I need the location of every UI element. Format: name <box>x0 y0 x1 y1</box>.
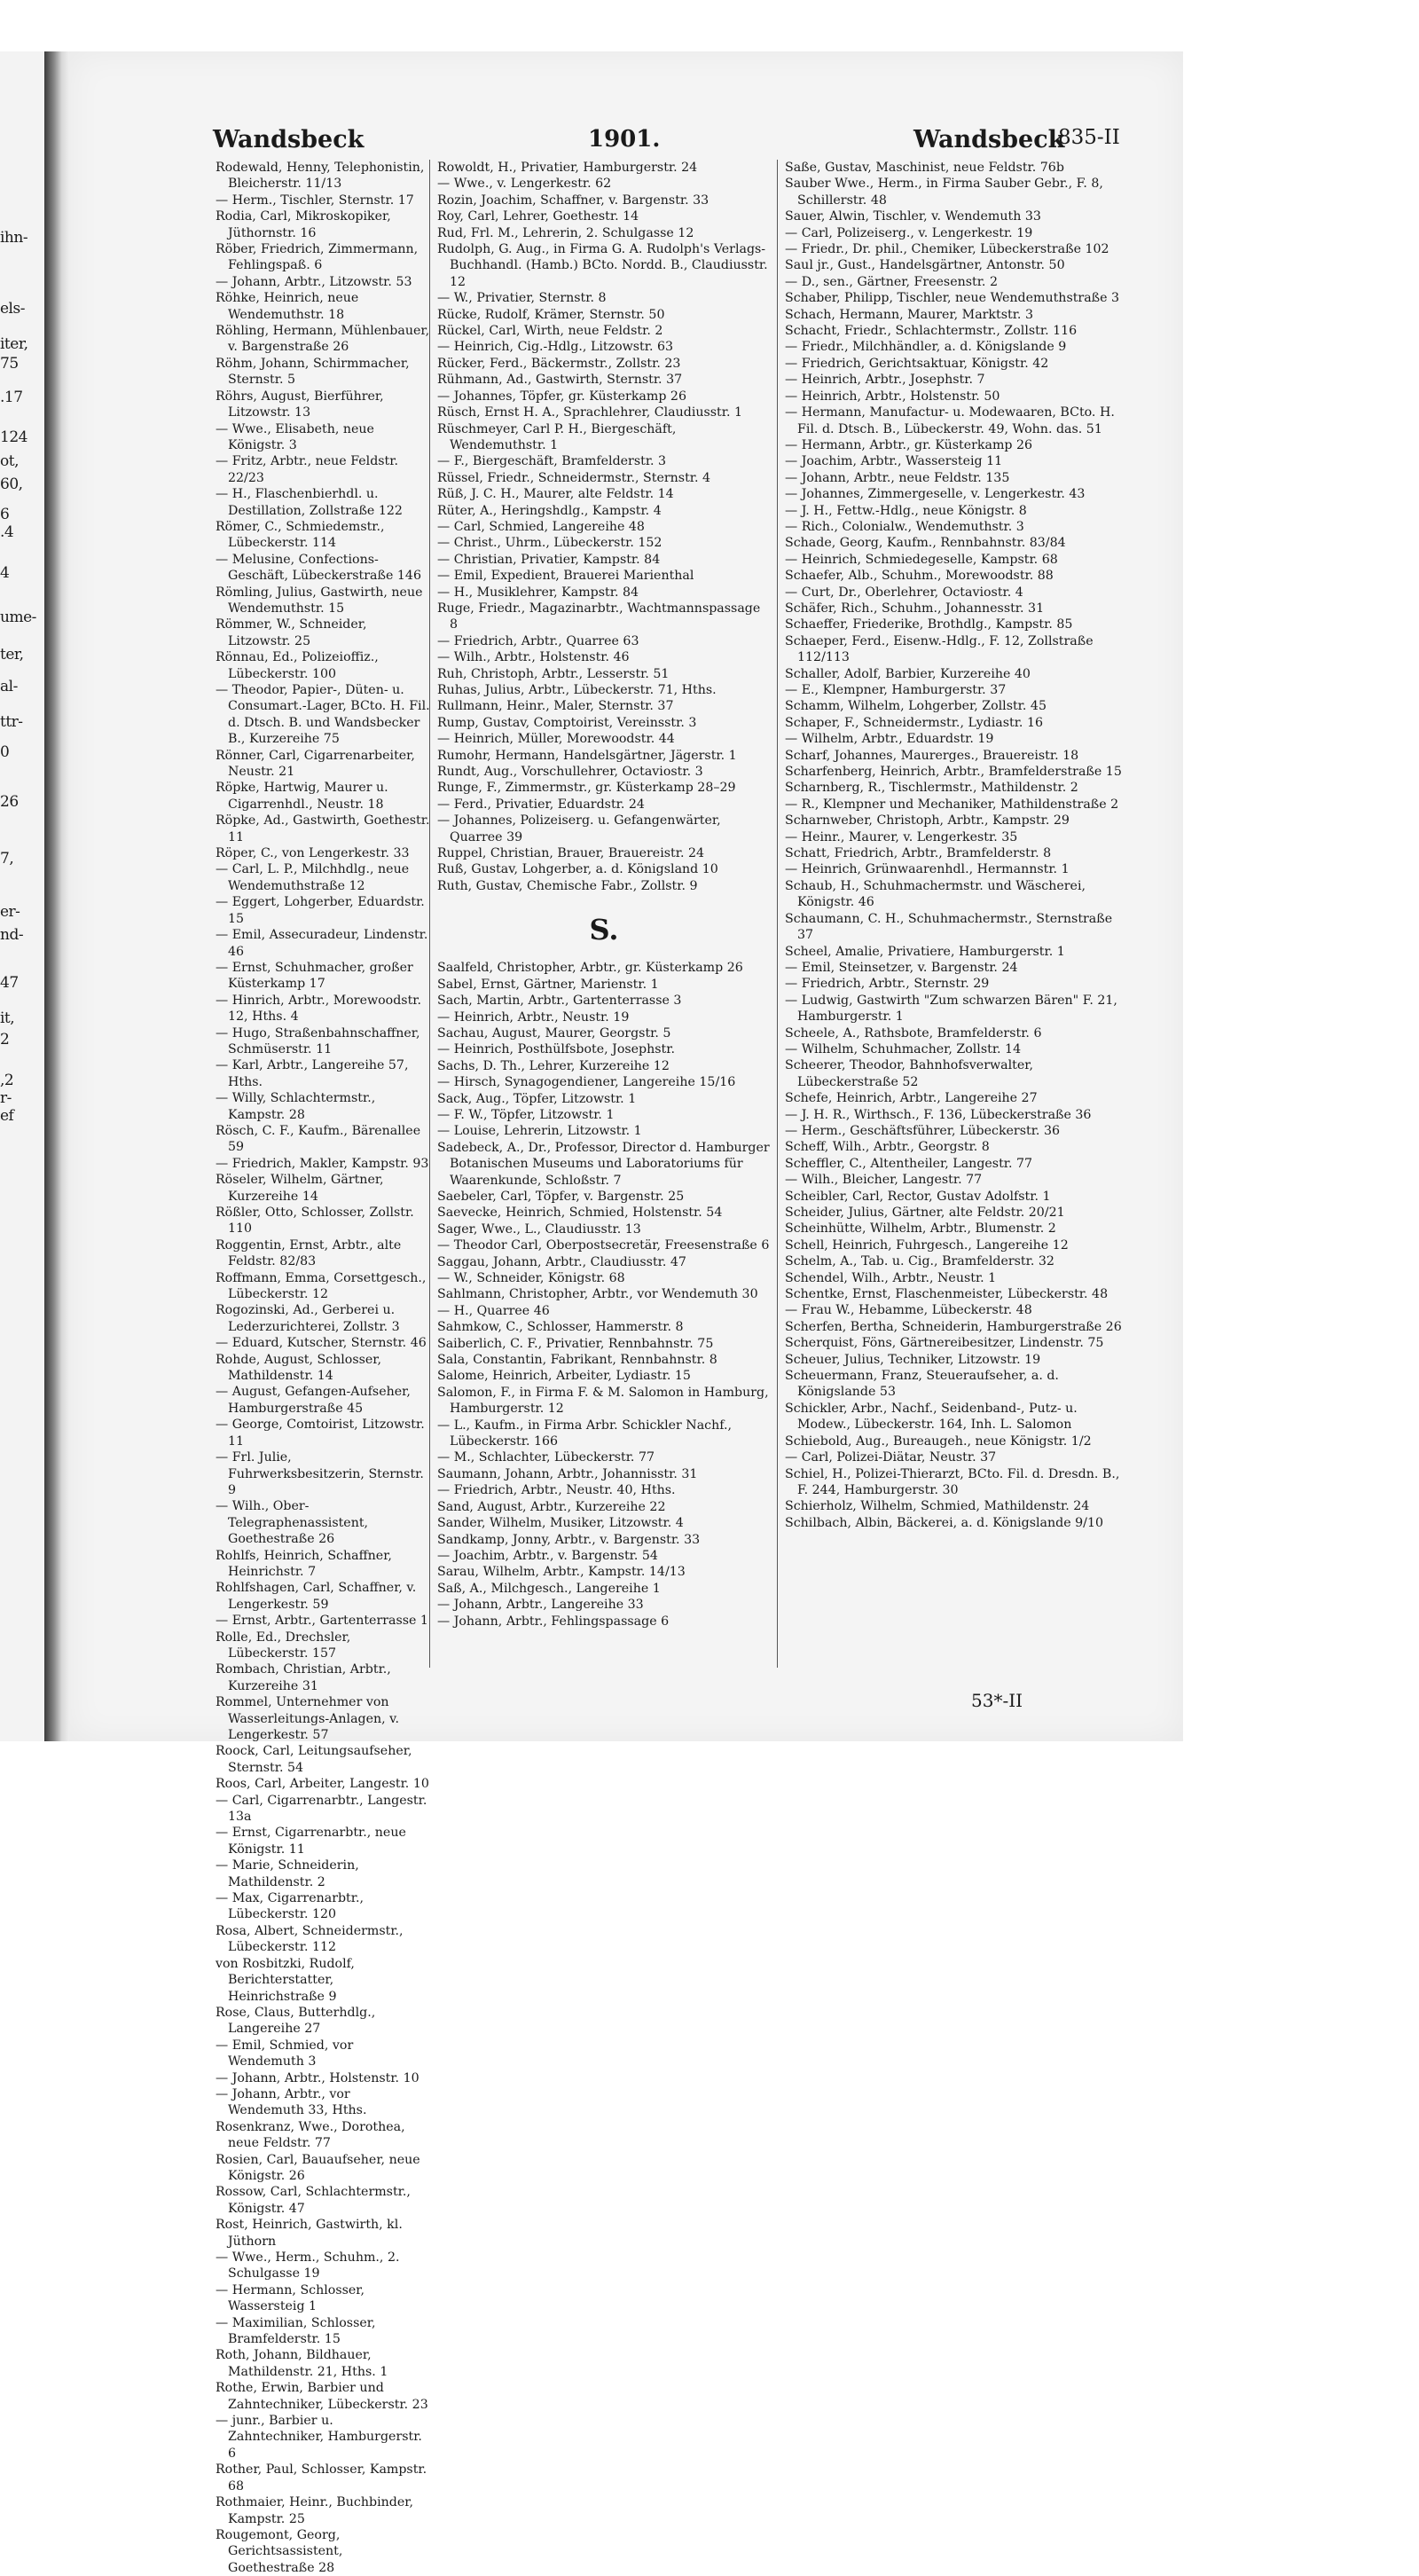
directory-entry: — Heinr., Maurer, v. Lengerkestr. 35 <box>785 829 1018 844</box>
directory-entry: — Wwe., v. Lengerkestr. 62 <box>437 177 612 192</box>
directory-entry: — Theodor Carl, Oberpostsecretär, Freesenstraße 6 <box>437 1238 770 1253</box>
directory-entry: Schatt, Friedrich, Arbtr., Bramfelderstr. 8 <box>785 846 1052 861</box>
directory-entry: — Carl, L. P., Milchhdlg., neue Wendemuthstraße 12 <box>216 862 410 893</box>
left-page-fragment: ot, <box>0 452 19 470</box>
directory-entry: — Heinrich, Cig.-Hdlg., Litzowstr. 63 <box>437 340 674 355</box>
directory-entry: — E., Klempner, Hamburgerstr. 37 <box>785 683 1007 697</box>
directory-entry: Rundt, Aug., Vorschullehrer, Octaviostr. 3 <box>437 765 703 780</box>
left-page-fragment: els- <box>0 300 25 318</box>
directory-entry: Rüschmeyer, Carl P. H., Biergeschäft, Wendemuthstr. 1 <box>437 421 677 452</box>
directory-entry: — Heinrich, Müller, Morewoodstr. 44 <box>437 732 675 747</box>
directory-entry: — Theodor, Papier-, Düten- u. Consumart.-Lager, BCto. H. Fil. d. Dtsch. B. und Wandsbecker B., Kurzereihe 75 <box>216 683 430 747</box>
directory-entry: — Johann, Arbtr., Fehlingspassage 6 <box>437 1614 670 1629</box>
directory-entry: Sachau, August, Maurer, Georgstr. 5 <box>437 1025 671 1041</box>
directory-entry: Ruhas, Julius, Arbtr., Lübeckerstr. 71, Hths. <box>437 683 717 697</box>
left-page-fragment: ,2 <box>0 1072 14 1089</box>
directory-entry: Sach, Martin, Arbtr., Gartenterrasse 3 <box>437 993 682 1009</box>
left-page-fragment: 2 <box>0 1031 10 1048</box>
left-page-fragment: 6 <box>0 506 10 523</box>
directory-entry: — Emil, Expedient, Brauerei Marienthal <box>437 569 694 584</box>
directory-entry: — Friedrich, Arbtr., Sternstr. 29 <box>785 977 990 992</box>
left-page-fragment: 7, <box>0 850 14 868</box>
directory-entry: Röpke, Ad., Gastwirth, Goethestr. 11 <box>216 813 430 844</box>
directory-entry: von Rosbitzki, Rudolf, Berichterstatter, Heinrichstraße 9 <box>216 1956 355 2004</box>
directory-entry: Schaper, F., Schneidermstr., Lydiastr. 16 <box>785 715 1044 730</box>
left-page-fragment: ttr- <box>0 713 23 731</box>
directory-entry: — Heinrich, Posthülfsbote, Josephstr. <box>437 1042 675 1057</box>
directory-entry: Schefe, Heinrich, Arbtr., Langereihe 27 <box>785 1091 1038 1106</box>
directory-entry: — L., Kaufm., in Firma Arbr. Schickler Nachf., Lübeckerstr. 166 <box>437 1418 733 1449</box>
directory-entry: — Johannes, Töpfer, gr. Küsterkamp 26 <box>437 389 686 404</box>
directory-entry: — Ferd., Privatier, Eduardstr. 24 <box>437 797 645 812</box>
left-page-fragment: nd- <box>0 926 24 944</box>
directory-entry: — Heinrich, Grünwaarenhdl., Hermannstr. 1 <box>785 862 1070 877</box>
directory-entry: Römling, Julius, Gastwirth, neue Wendemuthstr. 15 <box>216 585 423 616</box>
directory-entry: — junr., Barbier u. Zahntechniker, Hamburgerstr. 6 <box>216 2414 422 2461</box>
directory-entry: Röhm, Johann, Schirmmacher, Sternstr. 5 <box>216 356 410 388</box>
directory-entry: — Johann, Arbtr., vor Wendemuth 33, Hths. <box>216 2086 367 2118</box>
directory-entry: Rohlfs, Heinrich, Schaffner, Heinrichstr. 7 <box>216 1548 392 1579</box>
directory-entry: — R., Klempner und Mechaniker, Mathildenstraße 2 <box>785 797 1119 812</box>
left-page-fragment: ef <box>0 1107 14 1125</box>
directory-entry: Scheibler, Carl, Rector, Gustav Adolfstr. 1 <box>785 1189 1051 1204</box>
directory-entry: — Friedrich, Arbtr., Neustr. 40, Hths. <box>437 1483 676 1498</box>
directory-entry: — Wilh., Arbtr., Holstenstr. 46 <box>437 650 630 665</box>
directory-entry: — W., Schneider, Königstr. 68 <box>437 1271 625 1285</box>
directory-entry: Rommel, Unternehmer von Wasserleitungs-Anlagen, v. Lengerkestr. 57 <box>216 1695 400 1742</box>
directory-entry: Rodewald, Henny, Telephonistin, Bleicherstr. 11/13 <box>216 161 425 192</box>
directory-entry: — Heinrich, Arbtr., Holstenstr. 50 <box>785 389 1000 404</box>
directory-entry: — Friedr., Dr. phil., Chemiker, Lübeckerstraße 102 <box>785 242 1109 257</box>
directory-entry: Roth, Johann, Bildhauer, Mathildenstr. 21, Hths. 1 <box>216 2348 388 2379</box>
directory-entry: Rumohr, Hermann, Handelsgärtner, Jägerstr. 1 <box>437 748 737 763</box>
left-page-fragment: 47 <box>0 974 19 992</box>
directory-entry: Sahmkow, C., Schlosser, Hammerstr. 8 <box>437 1320 684 1335</box>
directory-entry: — F., Biergeschäft, Bramfelderstr. 3 <box>437 454 667 469</box>
directory-entry: — Herm., Tischler, Sternstr. 17 <box>216 192 414 208</box>
directory-entry: Sack, Aug., Töpfer, Litzowstr. 1 <box>437 1091 637 1106</box>
directory-entry: — Johann, Arbtr., Litzowstr. 53 <box>216 274 412 289</box>
directory-entry: Schade, Georg, Kaufm., Rennbahnstr. 83/84 <box>785 536 1066 551</box>
directory-entry: — Wilh., Bleicher, Langestr. 77 <box>785 1173 983 1188</box>
directory-entry: Schiebold, Aug., Bureaugeh., neue Königstr. 1/2 <box>785 1433 1092 1449</box>
left-page-fragment: it, <box>0 1009 15 1027</box>
directory-entry: Rozin, Joachim, Schaffner, v. Bargenstr. 33 <box>437 192 710 208</box>
directory-entry: — Heinrich, Arbtr., Josephstr. 7 <box>785 373 985 388</box>
directory-entry: Roffmann, Emma, Corsettgesch., Lübeckerstr. 12 <box>216 1270 427 1302</box>
left-page-fragment: ter, <box>0 646 24 664</box>
directory-entry: — Hinrich, Arbtr., Morewoodstr. 12, Hths. 4 <box>216 993 421 1025</box>
directory-entry: — Willy, Schlachtermstr., Kampstr. 28 <box>216 1091 376 1122</box>
left-page-fragment: .17 <box>0 389 23 406</box>
directory-entry: Scharnberg, R., Tischlermstr., Mathildenstr. 2 <box>785 781 1078 796</box>
directory-entry: — Christ., Uhrm., Lübeckerstr. 152 <box>437 536 662 551</box>
directory-entry: Saiberlich, C. F., Privatier, Rennbahnstr. 75 <box>437 1336 714 1351</box>
directory-entry: — Johann, Arbtr., Holstenstr. 10 <box>216 2070 419 2085</box>
directory-entry: Sarau, Wilhelm, Arbtr., Kampstr. 14/13 <box>437 1565 686 1580</box>
directory-entry: — Wilhelm, Arbtr., Eduardstr. 19 <box>785 732 994 747</box>
directory-entry: Rodia, Carl, Mikroskopiker, Jüthornstr. 16 <box>216 209 391 240</box>
directory-entry: — Wwe., Herm., Schuhm., 2. Schulgasse 19 <box>216 2250 400 2281</box>
directory-entry: — Joachim, Arbtr., v. Bargenstr. 54 <box>437 1548 658 1563</box>
directory-entry: — M., Schlachter, Lübeckerstr. 77 <box>437 1450 655 1465</box>
directory-entry: Scheuermann, Franz, Steueraufseher, a. d. Königslande 53 <box>785 1369 1059 1400</box>
directory-entry: — Melusine, Confections-Geschäft, Lübeckerstraße 146 <box>216 552 421 584</box>
directory-entry: — Johann, Arbtr., Langereihe 33 <box>437 1598 644 1613</box>
directory-entry: — Carl, Cigarrenarbtr., Langestr. 13a <box>216 1793 427 1825</box>
directory-entry: — Fritz, Arbtr., neue Feldstr. 22/23 <box>216 454 398 485</box>
directory-entry: — Wilh., Ober-Telegraphenassistent, Goethestraße 26 <box>216 1499 369 1547</box>
directory-entry: — Wwe., Elisabeth, neue Königstr. 3 <box>216 421 374 452</box>
directory-entry: Schilbach, Albin, Bäckerei, a. d. Königslande 9/10 <box>785 1515 1103 1530</box>
directory-entry: — Louise, Lehrerin, Litzowstr. 1 <box>437 1124 642 1139</box>
directory-entry: Rothmaier, Heinr., Buchbinder, Kampstr. 25 <box>216 2495 413 2526</box>
directory-entry: Rönnau, Ed., Polizeioffiz., Lübeckerstr. 100 <box>216 650 379 681</box>
directory-entry: — Hermann, Schlosser, Wassersteig 1 <box>216 2282 365 2314</box>
left-page-fragment: 60, <box>0 475 23 493</box>
directory-entry: — Johann, Arbtr., neue Feldstr. 135 <box>785 470 1010 485</box>
left-page-fragment: ume- <box>0 609 36 626</box>
directory-entry: — Carl, Polizei-Diätar, Neustr. 37 <box>785 1450 997 1465</box>
header-right-title: Wandsbeck <box>913 126 1065 153</box>
directory-entry: Rüssel, Friedr., Schneidermstr., Sternstr. 4 <box>437 470 711 485</box>
directory-entry: — Joachim, Arbtr., Wassersteig 11 <box>785 454 1003 469</box>
directory-entry: — F. W., Töpfer, Litzowstr. 1 <box>437 1107 615 1122</box>
directory-entry: — Rich., Colonialw., Wendemuthstr. 3 <box>785 519 1024 534</box>
directory-entry: Rösch, C. F., Kaufm., Bärenallee 59 <box>216 1123 421 1155</box>
directory-entry: Schaber, Philipp, Tischler, neue Wendemuthstraße 3 <box>785 291 1120 306</box>
directory-entry: Rump, Gustav, Comptoirist, Vereinsstr. 3 <box>437 715 697 730</box>
directory-entry: Scharf, Johannes, Maurerges., Brauereistr. 18 <box>785 748 1079 763</box>
directory-entry: Rüter, A., Heringshdlg., Kampstr. 4 <box>437 503 662 518</box>
directory-entry: Rowoldt, H., Privatier, Hamburgerstr. 24 <box>437 161 698 175</box>
directory-entry: Sachs, D. Th., Lehrer, Kurzereihe 12 <box>437 1058 670 1073</box>
directory-entry: Roock, Carl, Leitungsaufseher, Sternstr. 54 <box>216 1744 412 1775</box>
directory-column-3 <box>785 160 1122 1694</box>
directory-entry: Rüß, J. C. H., Maurer, alte Feldstr. 14 <box>437 487 674 502</box>
directory-entry: Rohde, August, Schlosser, Mathildenstr. 14 <box>216 1352 382 1384</box>
directory-entry: — Ernst, Schuhmacher, großer Küsterkamp 17 <box>216 960 413 992</box>
directory-entry: Scheff, Wilh., Arbtr., Georgstr. 8 <box>785 1140 990 1155</box>
directory-entry: Rombach, Christian, Arbtr., Kurzereihe 31 <box>216 1662 391 1693</box>
directory-entry: Schaeffer, Friederike, Brothdlg., Kampstr. 85 <box>785 617 1073 632</box>
directory-entry: Schaub, H., Schuhmachermstr. und Wäscherei, Königstr. 46 <box>785 878 1086 910</box>
header-left-title: Wandsbeck <box>213 126 365 153</box>
directory-entry: Sauer, Alwin, Tischler, v. Wendemuth 33 <box>785 209 1041 224</box>
left-page-fragment: 26 <box>0 793 19 811</box>
directory-entry: Sandkamp, Jonny, Arbtr., v. Bargenstr. 33 <box>437 1532 701 1547</box>
directory-entry: Schierholz, Wilhelm, Schmied, Mathildenstr. 24 <box>785 1499 1090 1514</box>
directory-entry: — Herm., Geschäftsführer, Lübeckerstr. 36 <box>785 1123 1060 1138</box>
directory-entry: Roy, Carl, Lehrer, Goethestr. 14 <box>437 209 639 224</box>
directory-entry: — Eggert, Lohgerber, Eduardstr. 15 <box>216 895 425 926</box>
directory-entry: — Hermann, Manufactur- u. Modewaaren, BCto. H. Fil. d. Dtsch. B., Lübeckerstr. 49, Wohn. das. 51 <box>785 405 1115 436</box>
directory-entry: — Emil, Steinsetzer, v. Bargenstr. 24 <box>785 960 1018 975</box>
directory-entry: Schiel, H., Polizei-Thierarzt, BCto. Fil. d. Dresdn. B., F. 244, Hamburgerstr. 30 <box>785 1466 1120 1497</box>
left-page-fragment: 75 <box>0 355 19 373</box>
directory-entry: — Emil, Assecuradeur, Lindenstr. 46 <box>216 928 428 959</box>
directory-entry: — Friedrich, Gerichtsaktuar, Königstr. 42 <box>785 356 1049 371</box>
directory-entry: — Ludwig, Gastwirth "Zum schwarzen Bären" F. 21, Hamburgerstr. 1 <box>785 993 1117 1025</box>
directory-entry: Roggentin, Ernst, Arbtr., alte Feldstr. 82/83 <box>216 1237 402 1269</box>
directory-entry: Röpke, Hartwig, Maurer u. Cigarrenhdl., Neustr. 18 <box>216 781 388 812</box>
directory-entry: — Christian, Privatier, Kampstr. 84 <box>437 552 661 567</box>
section-letter: S. <box>589 913 619 947</box>
directory-entry: Rost, Heinrich, Gastwirth, kl. Jüthorn <box>216 2218 403 2249</box>
directory-entry: Rößler, Otto, Schlosser, Zollstr. 110 <box>216 1206 414 1237</box>
directory-entry: — Johannes, Polizeiserg. u. Gefangenwärter, Quarree 39 <box>437 813 721 844</box>
directory-entry: Scheider, Julius, Gärtner, alte Feldstr. 20/21 <box>785 1206 1065 1220</box>
directory-entry: — Emil, Schmied, vor Wendemuth 3 <box>216 2038 354 2069</box>
directory-entry: — Curt, Dr., Oberlehrer, Octaviostr. 4 <box>785 585 1023 600</box>
directory-entry: — J. H., Fettw.-Hdlg., neue Königstr. 8 <box>785 503 1027 518</box>
directory-entry: Sager, Wwe., L., Claudiusstr. 13 <box>437 1221 641 1237</box>
directory-entry: Saebeler, Carl, Töpfer, v. Bargenstr. 25 <box>437 1189 685 1204</box>
directory-column-1 <box>216 160 430 2575</box>
directory-entry: Römer, C., Schmiedemstr., Lübeckerstr. 114 <box>216 519 385 551</box>
directory-entry: Scharfenberg, Heinrich, Arbtr., Bramfelderstraße 15 <box>785 765 1122 780</box>
directory-entry: Schaefer, Alb., Schuhm., Morewoodstr. 88 <box>785 569 1054 584</box>
directory-entry: — George, Comtoirist, Litzowstr. 11 <box>216 1418 425 1449</box>
directory-entry: — Marie, Schneiderin, Mathildenstr. 2 <box>216 1858 359 1889</box>
left-page-fragment: ihn- <box>0 229 28 247</box>
left-page-fragment: 124 <box>0 428 27 446</box>
directory-entry: — Maximilian, Schlosser, Bramfelderstr. 15 <box>216 2315 376 2347</box>
directory-entry: Salomon, F., in Firma F. & M. Salomon in Hamburg, Hamburgerstr. 12 <box>437 1385 769 1417</box>
directory-entry: Röhling, Hermann, Mühlenbauer, v. Bargenstraße 26 <box>216 324 430 355</box>
directory-entry: Ruß, Gustav, Lohgerber, a. d. Königsland 10 <box>437 862 718 877</box>
directory-entry: Scherfen, Bertha, Schneiderin, Hamburgerstraße 26 <box>785 1319 1122 1334</box>
directory-entry: — Karl, Arbtr., Langereihe 57, Hths. <box>216 1058 409 1089</box>
left-page-fragment: er- <box>0 903 20 921</box>
directory-entry: Rosa, Albert, Schneidermstr., Lübeckerstr. 112 <box>216 1923 404 1955</box>
directory-entry: — H., Musiklehrer, Kampstr. 84 <box>437 585 639 600</box>
directory-entry: Rudolph, G. Aug., in Firma G. A. Rudolph's Verlags-Buchhandl. (Hamb.) BCto. Nordd. B., Claudiusstr. 12 <box>437 242 768 289</box>
left-page-fragment: 0 <box>0 743 10 761</box>
directory-entry: — J. H. R., Wirthsch., F. 136, Lübeckerstraße 36 <box>785 1107 1092 1122</box>
directory-entry: Sand, August, Arbtr., Kurzereihe 22 <box>437 1499 666 1514</box>
directory-entry: — August, Gefangen-Aufseher, Hamburgerstraße 45 <box>216 1385 411 1416</box>
directory-entry: — W., Privatier, Sternstr. 8 <box>437 291 607 306</box>
column-rule <box>777 160 778 1668</box>
directory-entry: Rüsch, Ernst H. A., Sprachlehrer, Claudiusstr. 1 <box>437 405 743 420</box>
directory-entry: Sala, Constantin, Fabrikant, Rennbahnstr. 8 <box>437 1353 717 1368</box>
directory-entry: Rogozinski, Ad., Gerberei u. Lederzurichterei, Zollstr. 3 <box>216 1303 400 1334</box>
directory-entry: — Frl. Julie, Fuhrwerksbesitzerin, Sternstr. 9 <box>216 1450 424 1497</box>
directory-entry: Schamm, Wilhelm, Lohgerber, Zollstr. 45 <box>785 699 1047 714</box>
directory-entry: Sauber Wwe., Herm., in Firma Sauber Gebr., F. 8, Schillerstr. 48 <box>785 177 1103 208</box>
left-page-fragment: iter, <box>0 335 28 353</box>
directory-entry: Röhke, Heinrich, neue Wendemuthstr. 18 <box>216 291 359 322</box>
directory-entry: Rücker, Ferd., Bäckermstr., Zollstr. 23 <box>437 356 681 371</box>
directory-entry: Rose, Claus, Butterhdlg., Langereihe 27 <box>216 2005 376 2037</box>
directory-entry: Rücke, Rudolf, Krämer, Sternstr. 50 <box>437 307 665 322</box>
directory-entry: Saumann, Johann, Arbtr., Johannisstr. 31 <box>437 1466 698 1481</box>
directory-entry: Ruppel, Christian, Brauer, Brauereistr. 24 <box>437 846 705 861</box>
directory-entry: Sahlmann, Christopher, Arbtr., vor Wendemuth 30 <box>437 1287 758 1302</box>
directory-entry: Scheerer, Theodor, Bahnhofsverwalter, Lübeckerstraße 52 <box>785 1058 1033 1089</box>
directory-entry: Röhrs, August, Bierführer, Litzowstr. 13 <box>216 389 384 420</box>
directory-entry: Saggau, Johann, Arbtr., Claudiusstr. 47 <box>437 1254 686 1269</box>
directory-entry: Scheinhütte, Wilhelm, Arbtr., Blumenstr. 2 <box>785 1221 1056 1237</box>
directory-entry: Rosien, Carl, Bauaufseher, neue Königstr. 26 <box>216 2152 420 2183</box>
directory-entry: — Eduard, Kutscher, Sternstr. 46 <box>216 1336 427 1351</box>
left-page-fragment: 4 <box>0 564 10 582</box>
directory-entry: Röper, C., von Lengerkestr. 33 <box>216 846 410 861</box>
directory-entry: Rullmann, Heinr., Maler, Sternstr. 37 <box>437 699 674 714</box>
directory-entry: Sander, Wilhelm, Musiker, Litzowstr. 4 <box>437 1516 684 1531</box>
directory-entry: Rönner, Carl, Cigarrenarbeiter, Neustr. 21 <box>216 748 415 780</box>
directory-entry: Schaeper, Ferd., Eisenw.-Hdlg., F. 12, Zollstraße 112/113 <box>785 633 1094 665</box>
left-page-fragment: .4 <box>0 523 14 541</box>
directory-entry: — Max, Cigarrenarbtr., Lübeckerstr. 120 <box>216 1891 364 1922</box>
directory-entry: Röber, Friedrich, Zimmermann, Fehlingspaß. 6 <box>216 242 419 273</box>
left-page-fragment: r- <box>0 1089 12 1107</box>
left-page-fragment: al- <box>0 678 18 695</box>
directory-entry: Rühmann, Ad., Gastwirth, Sternstr. 37 <box>437 373 683 388</box>
directory-entry: Schaller, Adolf, Barbier, Kurzereihe 40 <box>785 666 1031 681</box>
directory-entry: — Friedrich, Arbtr., Quarree 63 <box>437 633 639 648</box>
directory-entry: — Hermann, Arbtr., gr. Küsterkamp 26 <box>785 437 1033 452</box>
directory-entry: Rossow, Carl, Schlachtermstr., Königstr. 47 <box>216 2185 411 2216</box>
directory-entry: — Hirsch, Synagogendiener, Langereihe 15/16 <box>437 1075 736 1090</box>
directory-entry: — Ernst, Arbtr., Gartenterrasse 1 <box>216 1614 428 1629</box>
directory-entry: Rougemont, Georg, Gerichtsassistent, Goethestraße 28 <box>216 2527 343 2575</box>
directory-entry: Saevecke, Heinrich, Schmied, Holstenstr. 54 <box>437 1206 723 1221</box>
directory-entry: Schentke, Ernst, Flaschenmeister, Lübeckerstr. 48 <box>785 1287 1109 1302</box>
directory-entry: Sabel, Ernst, Gärtner, Marienstr. 1 <box>437 977 659 992</box>
directory-entry: Schach, Hermann, Maurer, Marktstr. 3 <box>785 307 1033 322</box>
directory-entry: — D., sen., Gärtner, Freesenstr. 2 <box>785 274 998 289</box>
directory-entry: Schell, Heinrich, Fuhrgesch., Langereihe 12 <box>785 1237 1069 1253</box>
directory-entry: — Frau W., Hebamme, Lübeckerstr. 48 <box>785 1303 1032 1318</box>
directory-entry: Ruh, Christoph, Arbtr., Lesserstr. 51 <box>437 666 670 681</box>
directory-entry: — Heinrich, Schmiedegeselle, Kampstr. 68 <box>785 552 1058 567</box>
directory-entry: Schickler, Arbr., Nachf., Seidenband-, Putz- u. Modew., Lübeckerstr. 164, Inh. L. Salomon <box>785 1401 1078 1433</box>
header-year: 1901. <box>588 126 661 153</box>
directory-entry: — Friedr., Milchhändler, a. d. Königslande 9 <box>785 340 1067 355</box>
directory-entry: Scheele, A., Rathsbote, Bramfelderstr. 6 <box>785 1025 1042 1041</box>
directory-entry: — Ernst, Cigarrenarbtr., neue Königstr. 11 <box>216 1826 406 1857</box>
directory-entry: — Hugo, Straßenbahnschaffner, Schmüserstr. 11 <box>216 1025 420 1056</box>
book-gutter <box>44 51 69 1741</box>
directory-entry: Scharnweber, Christoph, Arbtr., Kampstr. 29 <box>785 813 1070 829</box>
directory-entry: Scherquist, Föns, Gärtnereibesitzer, Lindenstr. 75 <box>785 1336 1104 1351</box>
directory-entry: Ruge, Friedr., Magazinarbtr., Wachtmannspassage 8 <box>437 601 761 632</box>
directory-entry: Rohlfshagen, Carl, Schaffner, v. Lengerkestr. 59 <box>216 1581 417 1612</box>
directory-entry: Rückel, Carl, Wirth, neue Feldstr. 2 <box>437 324 663 339</box>
directory-entry: Saalfeld, Christopher, Arbtr., gr. Küsterkamp 26 <box>437 961 743 976</box>
directory-entry: Römmer, W., Schneider, Litzowstr. 25 <box>216 617 367 648</box>
directory-entry: Scheel, Amalie, Privatiere, Hamburgerstr. 1 <box>785 944 1065 959</box>
directory-entry: Saul jr., Gust., Handelsgärtner, Antonstr. 50 <box>785 258 1065 273</box>
directory-entry: Rud, Frl. M., Lehrerin, 2. Schulgasse 12 <box>437 225 694 240</box>
directory-entry: — H., Quarree 46 <box>437 1303 550 1318</box>
directory-entry: Schäfer, Rich., Schuhm., Johannesstr. 31 <box>785 601 1045 616</box>
directory-entry: — Wilhelm, Schuhmacher, Zollstr. 14 <box>785 1041 1022 1056</box>
directory-entry: Sadebeck, A., Dr., Professor, Director d. Hamburger Botanischen Museums und Laboratoriums für Waarenkunde, Schloßstr. 7 <box>437 1140 770 1188</box>
directory-entry: — H., Flaschenbierhdl. u. Destillation, Zollstraße 122 <box>216 487 403 518</box>
header-page-number: 835-II <box>1058 126 1120 149</box>
directory-entry: — Carl, Polizeiserg., v. Lengerkestr. 19 <box>785 225 1033 240</box>
directory-entry: Rolle, Ed., Drechsler, Lübeckerstr. 157 <box>216 1630 351 1661</box>
directory-entry: Saß, A., Milchgesch., Langereihe 1 <box>437 1581 661 1596</box>
directory-entry: — Carl, Schmied, Langereihe 48 <box>437 519 645 534</box>
directory-entry: — Friedrich, Makler, Kampstr. 93 <box>216 1156 429 1171</box>
directory-entry: Salome, Heinrich, Arbeiter, Lydiastr. 15 <box>437 1369 691 1384</box>
directory-entry: Roos, Carl, Arbeiter, Langestr. 10 <box>216 1777 429 1792</box>
directory-entry: Rosenkranz, Wwe., Dorothea, neue Feldstr. 77 <box>216 2119 405 2151</box>
directory-entry: Scheuer, Julius, Techniker, Litzowstr. 19 <box>785 1352 1041 1367</box>
directory-entry: Schaumann, C. H., Schuhmachermstr., Sternstraße 37 <box>785 911 1113 943</box>
directory-entry: Ruth, Gustav, Chemische Fabr., Zollstr. 9 <box>437 878 698 893</box>
directory-entry: — Johannes, Zimmergeselle, v. Lengerkestr. 43 <box>785 487 1086 502</box>
directory-entry: Rother, Paul, Schlosser, Kampstr. 68 <box>216 2462 427 2494</box>
directory-entry: Rothe, Erwin, Barbier und Zahntechniker, Lübeckerstr. 23 <box>216 2381 428 2412</box>
directory-entry: Schelm, A., Tab. u. Cig., Bramfelderstr. 32 <box>785 1254 1054 1269</box>
directory-entry: — Heinrich, Arbtr., Neustr. 19 <box>437 1009 630 1025</box>
directory-entry: Röseler, Wilhelm, Gärtner, Kurzereihe 14 <box>216 1173 384 1204</box>
directory-entry: Scheffler, C., Altentheiler, Langestr. 77 <box>785 1156 1033 1171</box>
page-footer-signature: 53*-II <box>971 1690 1023 1711</box>
directory-entry: Saße, Gustav, Maschinist, neue Feldstr. 76b <box>785 161 1064 175</box>
directory-entry: Runge, F., Zimmermstr., gr. Küsterkamp 28–29 <box>437 781 736 796</box>
directory-entry: Schendel, Wilh., Arbtr., Neustr. 1 <box>785 1270 997 1285</box>
directory-column-2 <box>437 160 771 1694</box>
directory-entry: Schacht, Friedr., Schlachtermstr., Zollstr. 116 <box>785 324 1078 339</box>
